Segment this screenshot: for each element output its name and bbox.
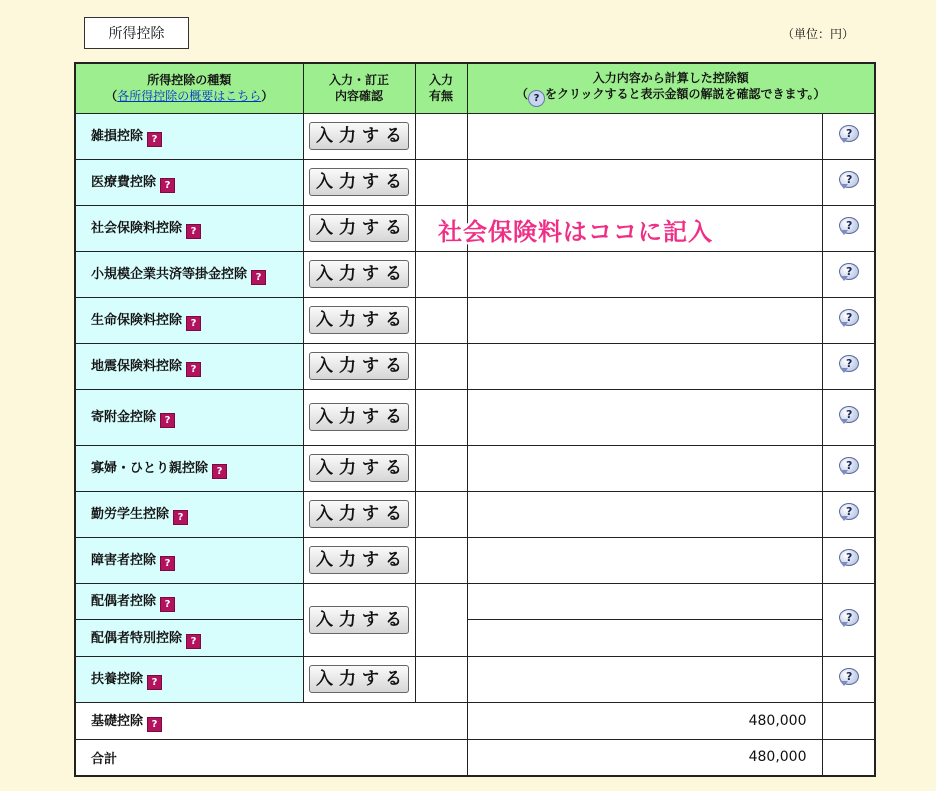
help-icon[interactable]: ?	[837, 668, 859, 686]
table-row	[75, 537, 875, 583]
input-button[interactable]: 入力する	[309, 306, 409, 334]
input-button[interactable]: 入力する	[309, 403, 409, 431]
table-row	[75, 113, 875, 159]
tab-shotoku-kojo[interactable]: 所得控除	[84, 17, 189, 49]
question-icon[interactable]: ?	[173, 510, 188, 525]
help-icon[interactable]: ?	[837, 217, 859, 235]
input-status-cell	[415, 159, 467, 205]
deduction-table	[74, 62, 876, 777]
help-icon[interactable]: ?	[837, 125, 859, 143]
total-label: 合計	[75, 739, 467, 776]
basic-deduction-amount: 480,000	[467, 702, 822, 739]
table-row	[75, 491, 875, 537]
input-status-cell	[415, 389, 467, 445]
amount-cell	[467, 445, 822, 491]
table-row	[75, 159, 875, 205]
table-row	[75, 583, 875, 619]
question-icon[interactable]: ?	[212, 464, 227, 479]
deduction-name: 勤労学生控除 ?	[75, 491, 303, 537]
help-icon[interactable]: ?	[837, 171, 859, 189]
deduction-name: 雑損控除 ?	[75, 113, 303, 159]
question-icon[interactable]: ?	[160, 178, 175, 193]
deduction-name: 扶養控除 ?	[75, 656, 303, 702]
amount-cell	[467, 343, 822, 389]
input-status-cell	[415, 656, 467, 702]
question-icon[interactable]: ?	[251, 270, 266, 285]
deduction-name: 小規模企業共済等掛金控除 ?	[75, 251, 303, 297]
input-button[interactable]: 入力する	[309, 122, 409, 150]
table-row	[75, 251, 875, 297]
amount-cell	[467, 583, 822, 619]
help-icon[interactable]: ?	[837, 549, 859, 567]
question-icon[interactable]: ?	[160, 556, 175, 571]
header-calculated-amount: 入力内容から計算した控除額 （ ? をクリックすると表示金額の解説を確認できます。）	[467, 63, 875, 113]
question-icon[interactable]: ?	[186, 362, 201, 377]
question-icon[interactable]: ?	[160, 413, 175, 428]
amount-cell	[467, 389, 822, 445]
input-button[interactable]: 入力する	[309, 606, 409, 634]
question-icon[interactable]: ?	[147, 132, 162, 147]
question-icon[interactable]: ?	[186, 316, 201, 331]
amount-cell	[467, 619, 822, 656]
help-icon[interactable]: ?	[837, 406, 859, 424]
amount-cell	[467, 656, 822, 702]
input-button[interactable]: 入力する	[309, 352, 409, 380]
amount-cell	[467, 251, 822, 297]
table-row	[75, 297, 875, 343]
input-button[interactable]: 入力する	[309, 454, 409, 482]
table-row	[75, 445, 875, 491]
input-status-cell	[415, 583, 467, 656]
total-amount: 480,000	[467, 739, 822, 776]
help-icon[interactable]: ?	[837, 457, 859, 475]
amount-cell	[467, 491, 822, 537]
basic-deduction-row	[75, 702, 875, 739]
deduction-name: 配偶者特別控除 ?	[75, 619, 303, 656]
question-icon[interactable]: ?	[186, 224, 201, 239]
amount-cell	[467, 113, 822, 159]
table-row	[75, 656, 875, 702]
question-icon[interactable]: ?	[147, 717, 162, 732]
table-row	[75, 619, 875, 656]
help-icon[interactable]: ?	[837, 263, 859, 281]
question-icon[interactable]: ?	[186, 634, 201, 649]
deduction-name: 障害者控除 ?	[75, 537, 303, 583]
input-status-cell	[415, 251, 467, 297]
amount-cell	[467, 537, 822, 583]
question-icon[interactable]: ?	[160, 597, 175, 612]
unit-label: （単位：円）	[781, 27, 854, 41]
question-icon[interactable]: ?	[147, 675, 162, 690]
help-icon[interactable]: ?	[837, 355, 859, 373]
input-button[interactable]: 入力する	[309, 546, 409, 574]
deduction-name: 寡婦・ひとり親控除 ?	[75, 445, 303, 491]
help-icon[interactable]: ?	[837, 309, 859, 327]
amount-cell	[467, 159, 822, 205]
deduction-name: 生命保険料控除 ?	[75, 297, 303, 343]
header-input-confirm: 入力・訂正 内容確認	[303, 63, 415, 113]
deduction-name: 寄附金控除 ?	[75, 389, 303, 445]
deduction-name: 配偶者控除 ?	[75, 583, 303, 619]
header-deduction-type: 所得控除の種類 （各所得控除の概要はこちら）	[75, 63, 303, 113]
input-status-cell	[415, 491, 467, 537]
help-bubble-icon: ?	[528, 90, 545, 107]
deduction-name: 地震保険料控除 ?	[75, 343, 303, 389]
input-button[interactable]: 入力する	[309, 500, 409, 528]
input-status-cell	[415, 537, 467, 583]
input-status-cell	[415, 445, 467, 491]
table-row	[75, 389, 875, 445]
input-button[interactable]: 入力する	[309, 214, 409, 242]
amount-cell	[467, 297, 822, 343]
input-status-cell	[415, 297, 467, 343]
input-button[interactable]: 入力する	[309, 168, 409, 196]
input-button[interactable]: 入力する	[309, 665, 409, 693]
input-status-cell	[415, 113, 467, 159]
total-row	[75, 739, 875, 776]
table-header-row	[75, 63, 875, 113]
deduction-name: 医療費控除 ?	[75, 159, 303, 205]
help-icon[interactable]: ?	[837, 503, 859, 521]
input-status-cell	[415, 343, 467, 389]
social-insurance-annotation: 社会保険料はココに記入	[438, 218, 713, 246]
header-input-status: 入力 有無	[415, 63, 467, 113]
help-icon[interactable]: ?	[837, 609, 859, 627]
overview-link[interactable]: 各所得控除の概要はこちら	[117, 89, 262, 104]
table-row	[75, 343, 875, 389]
basic-deduction-name: 基礎控除 ?	[75, 702, 467, 739]
input-button[interactable]: 入力する	[309, 260, 409, 288]
deduction-name: 社会保険料控除 ?	[75, 205, 303, 251]
header-deduction-type-label: 所得控除の種類	[147, 73, 232, 88]
